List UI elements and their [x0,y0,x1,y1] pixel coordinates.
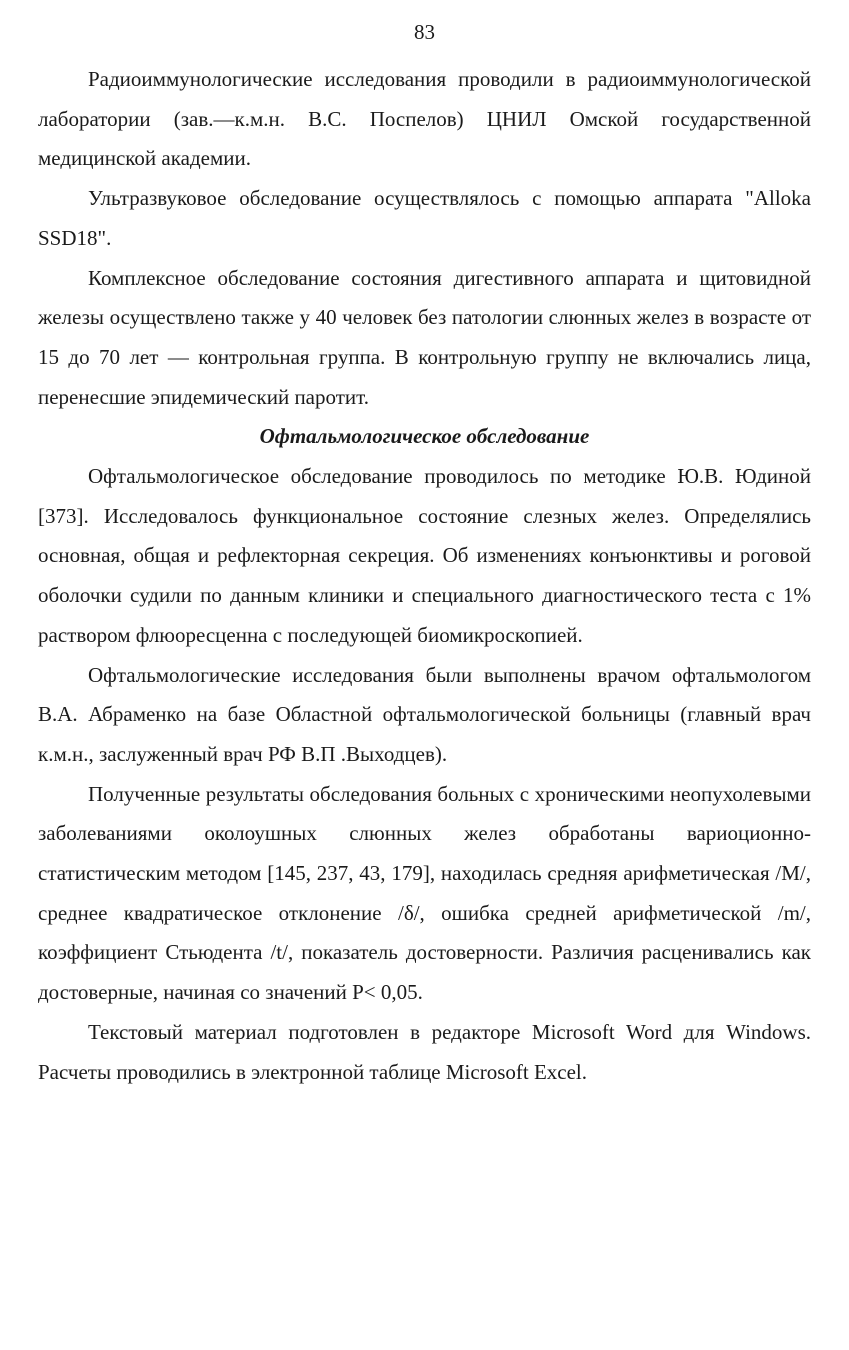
page-number: 83 [414,20,435,44]
paragraph-ultrasound: Ультразвуковое обследование осуществлялось с помощью аппарата "Alloka SSD18". [38,186,811,250]
paragraph-software: Текстовый материал подготовлен в редакторе Microsoft Word для Windows. Расчеты проводились в электронной таблице Microsoft Excel. [38,1019,811,1084]
paragraph-radioimmunology: Радиоиммунологические исследования проводили в радиоиммунологической лаборатории (зав.—к.м.н. В.С. Поспелов) ЦНИЛ Омской государственной медицинской академии. [38,67,811,171]
document-body [38,60,811,1092]
paragraph-control-group: Комплексное обследование состояния дигестивного аппарата и щитовидной железы осуществлено также у 40 человек без патологии слюнных желез в возрасте от 15 до 70 лет — контрольная группа. В контрольную группу не включались лица, перенесшие эпидемический паротит. [38,265,811,409]
paragraph-ophthalmology-doctor: Офтальмологические исследования были выполнены врачом офтальмологом В.А. Абраменко на базе Областной офтальмологической больницы (главный врач к.м.н., заслуженный врач РФ В.П .Выходцев). [38,662,811,766]
paragraph-statistics: Полученные результаты обследования больных с хроническими неопухолевыми заболеваниями околоушных слюнных желез обработаны вариоционно-статистическим методом [145, 237, 43, 179], находилась средняя арифметическая /М/, среднее квадратическое отклонение /δ/, ошибка средней арифметической /m/, коэффициент Стьюдента /t/, показатель достоверности. Различия расценивались как достоверные, начиная со значений Р< 0,05. [38,781,811,1005]
paragraph-ophthalmology-method: Офтальмологическое обследование проводилось по методике Ю.В. Юдиной [373]. Исследовалось функциональное состояние слезных желез. Определялись основная, общая и рефлекторная секреция. Об изменениях конъюнктивы и роговой оболочки судили по данным клиники и специального диагностического теста с 1% раствором флюоресценна с последующей биомикроскопией. [38,464,811,647]
section-heading-ophthalmology: Офтальмологическое обследование [259,424,590,449]
